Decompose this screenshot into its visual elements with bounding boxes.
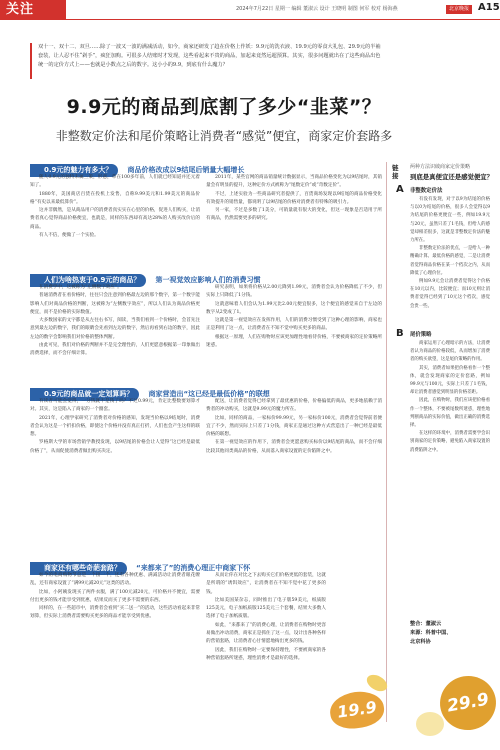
section-1-label: 0.9元的魅力有多大？ (30, 164, 118, 177)
paragraph: 比如美国某杂志，同时推出了电子版59美元，纸质版125美元，电子加纸质版125美元三个套餐，结果大多数人选择了电子加纸质版。 (206, 597, 326, 620)
sidebar-byline-editor: 整合：董淑云 (410, 621, 442, 627)
section-3-col-2 (206, 398, 382, 494)
paragraph: 如此，“来都来了”的消费心理，让消费者在购物时更容易做出冲动消费，商家正是抓住了这一点，设计出各种各样的营销套路，让消费者心甘情愿地掏出更多的钱。 (206, 622, 326, 645)
section-1-header (30, 157, 382, 174)
section-3-header (30, 381, 382, 398)
section-4-col-1 (30, 572, 200, 722)
paragraph: 其实，消费者如果把价格看作一个整体，就会发现商家的定价套路，例如99.9元与100元，实际上只差了1毛钱，却让消费者感觉到明显的价格差距。 (410, 365, 490, 396)
paragraph: 随人0.9元的独特未属三策，形意，草在100多年前，人们就已经知道并还元着知了。 (30, 175, 200, 189)
section-1-col-1 (30, 174, 200, 266)
paragraph: 比如，同样的商品，一家标价99.99元，另一家标价100元，消费者会觉得前者便宜了不少，然而实际上只差了1分钱，商家正是通过这种方式营造出了一种已经是最低价格的联想。 (206, 415, 382, 438)
paragraph: 例如9.9元会让消费者觉得这个价格在10元以内，比较便宜；而10元则让消费者觉得已经到了10元这个档次，感觉会贵一些。 (410, 279, 490, 309)
paragraph: 在消费学中，这被称为“左侧数字效应”。 (39, 285, 122, 290)
paragraph: 非整数定价法的优点，一是给人一种精确计算、最低价格的感觉，二是让消费者觉得商品价格在某一个档次之内，从而降低了心理价位。 (410, 246, 490, 276)
headline: 9.9元的商品到底割了多少“韭菜”？ (66, 96, 382, 118)
paragraph: 2021年，心理学家研究了消费者对价格的感知，发现当价格以9结尾时，消费者会认为这是一个折扣价格，即使这个价格并没有真正打折，人们也会产生这样的联想。 (30, 415, 200, 438)
sidebar-part-a-letter: A (396, 184, 404, 195)
paragraph: 因此，在购物时，我们应该把价格看作一个整体，不要被尾数所迷惑，理性地判断商品的实际价值，做出正确的消费选择。 (410, 398, 490, 429)
lead-text: 双十一、双十二、双旦……除了一波又一波的满减活动，如今，商家还研发了趋在价格上作妖：9.9元的洗衣液、19.9元的零食大礼包、29.9元的半袖套装，让人忍不住“剁手”，疯狂加购。可很多人结账时才发现，这些看起来不贵的商品，加起来竟然远超预算。其实，很多问题就出在了这些商品出色统一的定价方式上——也就是小数点之后的数字。这小小的9.9，到底有什么魔力？ (38, 44, 381, 68)
masthead-rule (0, 19, 500, 20)
subheadline: 非整数定价法和尾价策略让消费者“感觉”便宜，商家定价套路多 (55, 129, 393, 143)
paragraph: 配送，让消费者觉得已经拿到了最优惠的价格，价格偏低的商品，更多地依赖于消费者的冲动购买，这就是9.99元的魔力所在。 (206, 399, 382, 413)
section-2-label: 人们为啥热衷于0.9元的商品？ (30, 274, 146, 287)
decorative-blob (416, 712, 444, 736)
sidebar-title: 到底是真便宜还是感觉便宜？ (410, 173, 494, 181)
section-tab: 关注 (0, 0, 66, 19)
paragraph: 罗格斯大学的市场营销学教授发现，以9结尾的价格会让人觉得“这已经是最低价格了”，从而促使消费者做出购买决定。 (30, 440, 200, 454)
paragraph: 比如，小阿姨发现买了两件衣服，满了100元减20元，可价格并不便宜，需要付出更多的钱才能享受到优惠，结果反而买了更多不需要的东西。 (30, 589, 200, 603)
paragraph: 在这样的环境中，消费者需要学会识别商家的定价策略，避免陷入商家设置的消费陷阱之中。 (410, 431, 490, 453)
section-3-col-1 (30, 398, 200, 494)
page-number: A15 (478, 2, 500, 13)
paragraph: 根据这一原理，人们在购物时应该更加理性地看待价格，不要被商家的定价策略所迷惑。 (206, 334, 382, 349)
paragraph: 因此，我们在购物时一定要保持理性，不要被商家的各种营销套路所迷惑，理性消费才是最好的选择。 (206, 647, 326, 661)
paragraph: 这就是第一视觉效应在发挥作用，人们的消费习惯受到了这种心理的影响，商家也正是利用了这一点，让消费者在不知不觉中购买更多的商品。 (206, 318, 382, 332)
sidebar-kicker: 两种方法识破商家定价策略 (410, 164, 471, 170)
sidebar-part-a-body (410, 196, 490, 324)
sidebar-part-b-letter: B (396, 328, 404, 339)
price-tag-left: 19.9 (328, 688, 386, 731)
price-tag-right: 29.9 (436, 672, 500, 735)
section-4-title: “来都来了”的消费心理正中商家下怀 (136, 564, 251, 572)
section-3-label: 0.9元的商品就一定划算吗？ (30, 388, 139, 401)
paragraph: 不过，上述实验为一些商品研究者提供了，百货商场发现以9结尾的商品价格变化有效提升的销售量，都说明了以9结尾的价格对消费者有特殊的吸引力。 (206, 191, 382, 205)
paragraph: 大多数国家的文字都是从左往右书写，阅读，当我们看到一个价格时，会首先注意到最左边的数字，我们的眼睛会先看到左边的数字，然后再看到右边的数字，因此左边的数字会影响我们对价格的整体判断。 (30, 318, 200, 340)
sidebar-part-b-subtitle: 尾价策略 (410, 332, 432, 338)
sidebar-part-a-subtitle: 非整数定价法 (410, 188, 443, 194)
sidebar-byline-source: 来源：科普中国、 (410, 630, 452, 636)
section-2-col-2 (206, 284, 382, 380)
paragraph: 研究表明，如果将价格从2.00元降到1.99元，消费者会认为价格降低了不少，但实际上只降低了1分钱。 (206, 285, 382, 299)
sidebar-label: 链接 (392, 164, 399, 180)
sidebar-byline-source-2: 北京科协 (410, 639, 431, 645)
paragraph: 在第一视觉效应的作用下，消费者会更愿意购买标价以9结尾的商品，而不会仔细比较其他同类商品的价格，从而落入商家设置的定价陷阱之中。 (206, 440, 382, 454)
paragraph: 如今的电商购物节总是一个接一个，还有各种优惠、满减活动让消费者眼花缭乱，还有商家设置了“满99元减20元”这类的活动。 (30, 573, 200, 587)
section-4-col-2 (206, 572, 326, 722)
paragraph: 由此可见，我们对价格的判断并不是完全理性的，人们更愿意根据第一印象做出消费选择，而不会仔细计算。 (30, 343, 200, 357)
paragraph: 有没有发现，对于以9为结尾的价格与以0为结尾的价格，很多人会觉得以9为结尾的价格更便宜一些，例如19.9元与20元，虽然只差了1毛钱，但给人的感觉却相差很多，这就是非整数定价法的魅力所在。 (410, 197, 490, 244)
section-2-title: 第一视觉效应影响人们的消费习惯 (155, 276, 261, 284)
paragraph: 有人不信，便做了一个实验。 (39, 233, 99, 239)
paragraph: 这并非偶然，是从商品用户的消费者真实实在心里的价格，促进人们购买，让消费者真心觉得商品价格便宜，也就是，同样的东西却有高达28%的人购买改价后的商品。 (30, 208, 200, 230)
section-2-col-1 (30, 284, 200, 380)
section-2-header (30, 267, 382, 284)
section-1-col-2 (206, 174, 382, 266)
paragraph: 这就意味着人们会认为1.99元比2.00元便宜很多，这个便宜的感觉来自于左边的数字从2变成了1。 (206, 301, 382, 315)
section-1-title: 商品价格改成以9结尾后销量大幅增长 (127, 166, 245, 174)
paragraph: 有读者可能会觉得，一分钱就不是钱了吗？不过0.99元，肯定比整数要划算才对。其实，这是陷入了商家的一个圈套。 (30, 399, 200, 413)
sidebar-part-b-body (410, 340, 490, 610)
paragraph: 1880年，美国商店百货在投机上发售，自称9.99美元和1.99美元的商品价格“有史以来最低算价”。 (30, 191, 200, 205)
masthead (0, 0, 500, 19)
paragraph: 普通消费者在看价格时，往往只会注意到价格最左边的那个数字，第一个数字能影响人们对商品价格的判断，这被称为“左侧数字效应”，所以人们认为商品价格更便宜，而不是价格的实际数值。 (30, 293, 200, 315)
paper-badge: 北京晚报 (446, 5, 472, 14)
lead-accent-bar (30, 43, 32, 79)
sidebar-divider (386, 162, 387, 722)
section-4-header (30, 555, 382, 572)
lead-box (30, 43, 382, 83)
paragraph: 另一家，不过是多数了1美分，可销量就有很大的变化，但这一现象是否适用于所有商品，仍然需要更多的研究。 (206, 208, 382, 222)
paragraph: 同样的，在一些超市中，消费者会看到“买二送一”的活动，这些活动看起来非常划算，但实际上消费者需要购买更多的商品才能享受到优惠。 (30, 606, 200, 620)
issue-meta: 2024年7月22日 星期一 编辑 董淑云 设计 王晓明 制图 何军 校对 杨海燕 (236, 6, 398, 12)
section-4-label: 商家还有哪些奇葩套路？ (30, 562, 127, 575)
paragraph: 2011年，某些官网的商品销量统计数据显示，当商品价格变化为以9结尾时，其销量会有明显的提升，这种定价方式被称为“尾数定价”或“奇数定价”。 (206, 175, 382, 189)
paragraph: 商家运用了心理暗示的方法，让消费者认为商品的价格较低，从而增加了消费者的购买欲望，这是尾价策略的作用。 (410, 341, 490, 363)
section-3-title: 商家营造出“这已经是最低价格”的联想 (148, 390, 270, 398)
paragraph: 从而让你在对比之下去购买它们价格更低的套装，这就是所谓的“诱饵效应”，让消费者在不知不觉中花了更多的钱。 (206, 573, 326, 595)
